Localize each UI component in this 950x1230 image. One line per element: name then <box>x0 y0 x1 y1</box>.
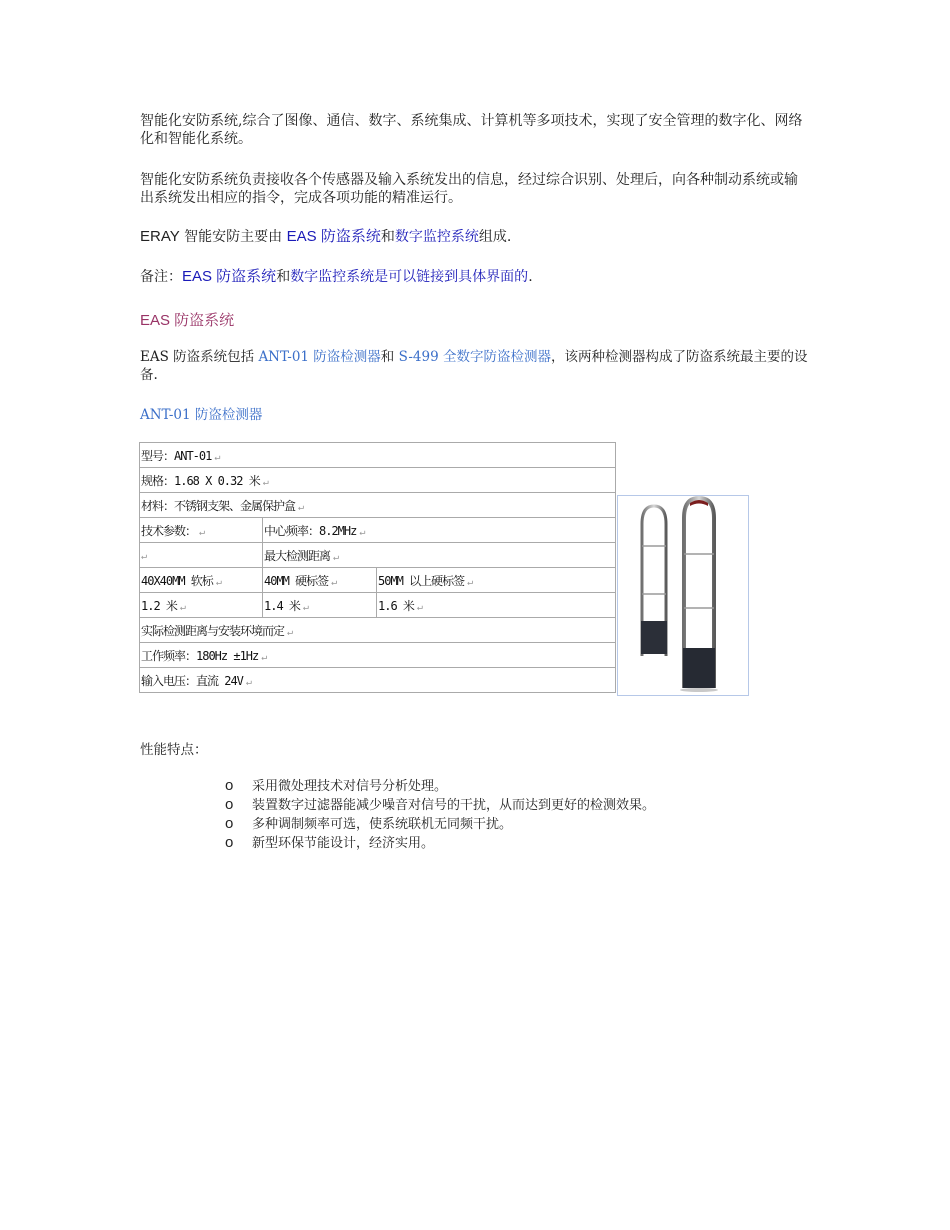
spec-dist1: 1.2 米 <box>141 598 177 613</box>
eas-desc-and: 和 <box>380 349 399 365</box>
list-item <box>225 814 655 833</box>
paragraph-mark-icon: ↵ <box>215 576 221 588</box>
spec-tag3: 50MM 以上硬标签 <box>378 573 465 588</box>
spec-cell <box>140 468 616 493</box>
spec-env-note: 实际检测距离与安装环境而定 <box>141 623 285 638</box>
spec-tech-label: 技术参数： <box>141 523 197 538</box>
paragraph-mark-icon: ↵ <box>333 551 339 563</box>
paragraph-mark-icon: ↵ <box>199 526 205 538</box>
table-row <box>140 618 616 643</box>
paragraph-mark-icon: ↵ <box>179 601 185 613</box>
table-row <box>140 493 616 518</box>
note-paragraph <box>140 268 533 286</box>
table-row <box>140 443 616 468</box>
digital-monitor-link[interactable]: 数字监控系统 <box>394 229 479 245</box>
feature-text: 新型环保节能设计，经济实用。 <box>252 836 435 851</box>
eas-desc-suffix: ，该两种检测器构成了防盗系统最主要的设备. <box>140 349 808 383</box>
spec-cell <box>263 568 377 593</box>
p3-suffix: 组成. <box>478 229 512 245</box>
spec-max-dist-label: 最大检测距离 <box>264 548 331 563</box>
table-row <box>140 593 616 618</box>
table-row <box>140 643 616 668</box>
spec-cell <box>377 568 616 593</box>
spec-cell <box>263 593 377 618</box>
spec-dist2: 1.4 米 <box>264 598 300 613</box>
spec-center-freq: 中心频率：8.2MHz <box>264 523 357 538</box>
paragraph-mark-icon: ↵ <box>245 676 251 688</box>
paragraph-mark-icon: ↵ <box>302 601 308 613</box>
intro-paragraph-1: 智能化安防系统,综合了图像、通信、数字、系统集成、计算机等多项技术，实现了安全管理的数字化、网络化和智能化系统。 <box>140 113 803 147</box>
eas-antenna-illustration <box>618 496 748 695</box>
paragraph-mark-icon: ↵ <box>298 501 304 513</box>
intro-paragraph-3 <box>140 228 511 246</box>
ant01-link[interactable]: ANT-01 防盗检测器 <box>258 349 381 365</box>
features-title: 性能特点： <box>140 742 208 758</box>
table-row <box>140 668 616 693</box>
spec-cell <box>140 518 263 543</box>
paragraph-mark-icon: ↵ <box>331 576 337 588</box>
table-row <box>140 518 616 543</box>
note-suffix: . <box>528 269 533 285</box>
p3-prefix: 智能安防主要由 <box>179 229 287 245</box>
eas-heading: EAS 防盗系统 <box>140 312 235 329</box>
spec-tag2: 40MM 硬标签 <box>264 573 329 588</box>
paragraph-mark-icon: ↵ <box>214 451 220 463</box>
paragraph-mark-icon: ↵ <box>416 601 422 613</box>
paragraph-mark-icon: ↵ <box>141 551 147 562</box>
spec-size: 规格：1.68 X 0.32 米 <box>141 473 260 488</box>
spec-cell <box>377 593 616 618</box>
spec-model: 型号：ANT-01 <box>141 448 212 463</box>
spec-cell <box>140 443 616 468</box>
note-label: 备注： <box>140 269 182 285</box>
bullet-icon: o <box>225 796 234 813</box>
bullet-icon: o <box>225 834 234 851</box>
spec-cell <box>140 618 616 643</box>
brand-name: ERAY <box>140 228 180 245</box>
paragraph-mark-icon: ↵ <box>467 576 473 588</box>
spec-input-voltage: 输入电压：直流 24V <box>141 673 243 688</box>
spec-cell <box>140 568 263 593</box>
paragraph-mark-icon: ↵ <box>359 526 365 538</box>
eas-antenna-photo <box>617 495 749 696</box>
ant01-subheading: ANT-01 防盗检测器 <box>140 407 263 423</box>
eas-description <box>140 348 810 384</box>
p3-and: 和 <box>380 229 395 245</box>
note-eas-link[interactable]: EAS 防盗系统 <box>182 268 277 285</box>
bullet-icon: o <box>225 777 234 794</box>
list-item <box>225 795 655 814</box>
note-and: 和 <box>276 269 291 285</box>
spec-cell <box>140 593 263 618</box>
eas-system-link[interactable]: EAS 防盗系统 <box>286 228 381 245</box>
table-row <box>140 543 616 568</box>
feature-text: 装置数字过滤器能减少噪音对信号的干扰，从而达到更好的检测效果。 <box>252 798 656 813</box>
spec-cell <box>263 518 616 543</box>
features-list <box>225 776 655 852</box>
eas-desc-prefix: EAS 防盗系统包括 <box>140 349 259 365</box>
spec-cell <box>140 643 616 668</box>
spec-cell <box>263 543 616 568</box>
spec-material: 材料：不锈钢支架、金属保护盒 <box>141 498 296 513</box>
bullet-icon: o <box>225 815 234 832</box>
note-monitor-link[interactable]: 数字监控系统是可以链接到具体界面的 <box>290 269 529 285</box>
feature-text: 多种调制频率可选，使系统联机无同频干扰。 <box>252 817 513 832</box>
spec-work-freq: 工作频率：180Hz ±1Hz <box>141 648 259 663</box>
paragraph-mark-icon: ↵ <box>261 651 267 663</box>
spec-dist3: 1.6 米 <box>378 598 414 613</box>
spec-tag1: 40X40MM 软标 <box>141 573 213 588</box>
list-item <box>225 833 655 852</box>
spec-cell <box>140 493 616 518</box>
s499-link[interactable]: S-499 全数字防盗检测器 <box>398 349 551 365</box>
table-row <box>140 568 616 593</box>
spec-table <box>139 442 616 693</box>
spec-cell <box>140 668 616 693</box>
list-item <box>225 776 655 795</box>
spec-cell <box>140 543 263 568</box>
feature-text: 采用微处理技术对信号分析处理。 <box>252 779 448 794</box>
intro-paragraph-2: 智能化安防系统负责接收各个传感器及输入系统发出的信息，经过综合识别、处理后，向各种制动系统或输出系统发出相应的指令，完成各项功能的精准运行。 <box>140 172 798 206</box>
paragraph-mark-icon: ↵ <box>287 626 293 638</box>
table-row <box>140 468 616 493</box>
paragraph-mark-icon: ↵ <box>262 476 268 488</box>
